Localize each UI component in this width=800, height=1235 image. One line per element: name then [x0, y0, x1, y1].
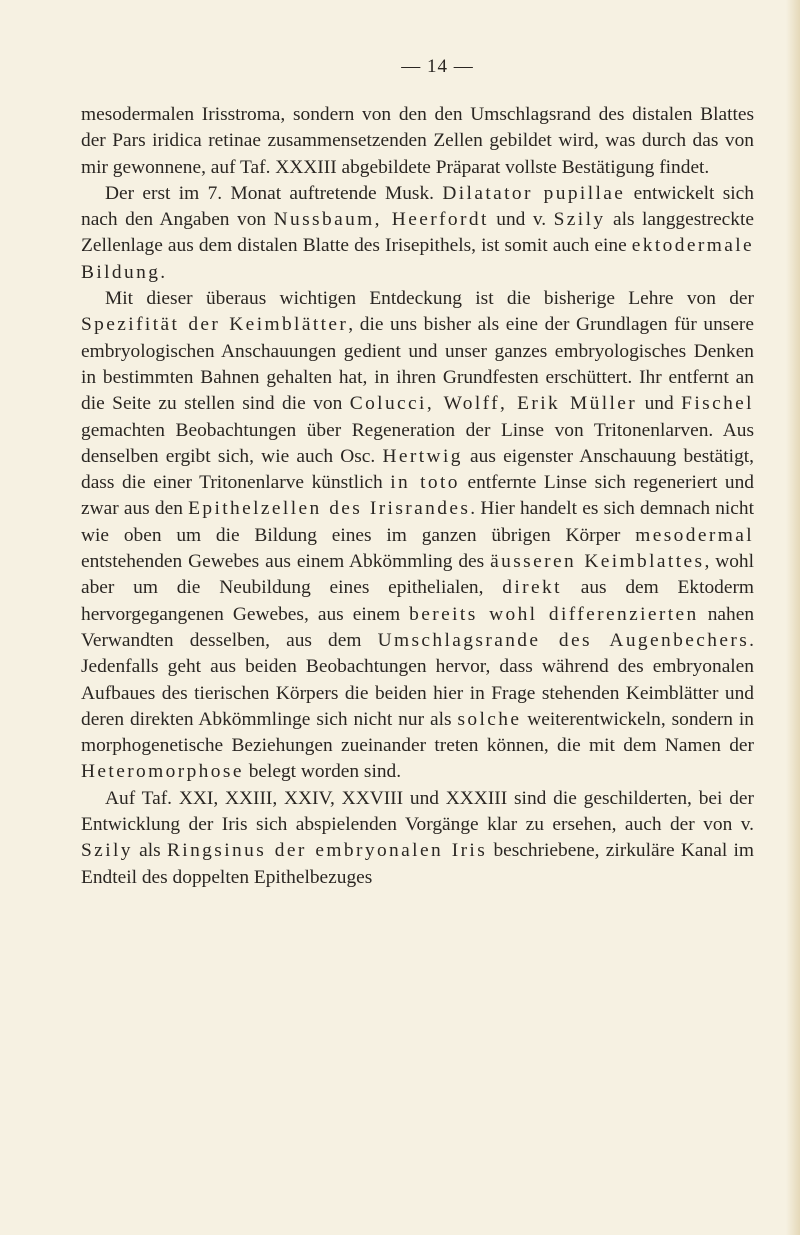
- spaced-emphasis-text: Heteromorphose: [81, 761, 244, 783]
- spaced-emphasis-text: Spezifität der Keimblätter: [81, 314, 349, 336]
- text-segment: Mit dieser überaus wichtigen Entdeckung ist die bisherige Lehre von der: [105, 288, 754, 310]
- text-segment: entstehenden Gewebes aus einem Abkömmling des: [81, 551, 491, 573]
- spaced-emphasis-text: Colucci, Wolff, Erik Müller: [349, 393, 638, 415]
- spaced-emphasis-text: Ringsinus der embryonalen Iris: [166, 840, 488, 862]
- paragraph: [81, 102, 754, 181]
- spaced-emphasis-text: Szily: [553, 209, 606, 231]
- spaced-emphasis-text: Umschlagsrande des Augenbechers: [377, 629, 750, 651]
- spaced-emphasis-text: Nussbaum, Heerfordt: [273, 209, 489, 231]
- text-segment: nahen Verwandten desselben, aus dem: [81, 603, 755, 651]
- text-segment: und: [637, 393, 682, 415]
- spaced-emphasis-text: äusseren Keimblattes: [490, 551, 705, 573]
- paragraph: [81, 786, 754, 891]
- page-edge-shadow: [786, 0, 800, 1235]
- text-segment: mesodermalen Irisstroma, sondern von den den Umschlagsrand des distalen Blattes der Pars iridica retinae zusammensetzenden Zellen gebildet wird, was durch das von mir gewonnene, auf Taf. XXXIII abgebildete Präparat vollste Bestätigung findet.: [81, 104, 754, 178]
- spaced-emphasis-text: Hertwig: [382, 445, 463, 467]
- text-segment: entfernte Linse sich regeneriert und zwar aus den: [81, 472, 754, 520]
- text-segment: weiterentwickeln, sondern in morphogenetische Beziehungen zueinander treten können, die mit dem Namen der: [81, 708, 754, 757]
- spaced-emphasis-text: bereits wohl differenzierten: [409, 603, 699, 625]
- text-segment: gemachten Beobachtungen über Regeneration der Linse von Tritonenlarven. Aus denselben ergibt sich, wie auch Osc.: [81, 419, 754, 467]
- text-segment: beschriebene, zirkuläre Kanal im Endteil des doppelten Epithelbezuges: [81, 840, 754, 888]
- spaced-emphasis-text: Dilatator pupillae: [442, 182, 626, 204]
- text-segment: als langgestreckte Zellenlage aus dem distalen Blatte des Irisepithels, ist somit auch eine: [81, 209, 754, 257]
- spaced-emphasis-text: direkt: [502, 577, 562, 599]
- text-segment: als: [132, 840, 167, 862]
- spaced-emphasis-text: ektodermale Bildung: [81, 235, 754, 283]
- body-text: [81, 102, 754, 891]
- spaced-emphasis-text: Fischel: [681, 393, 754, 415]
- text-segment: aus eigenster Anschauung bestätigt, dass die einer Tritonenlarve künstlich: [81, 445, 754, 494]
- spaced-emphasis-text: in toto: [390, 472, 460, 494]
- text-segment: entwickelt sich nach den Angaben von: [81, 182, 754, 231]
- text-segment: Der erst im 7. Monat auftretende Musk.: [105, 182, 443, 204]
- spaced-emphasis-text: mesodermal: [635, 524, 754, 546]
- page-number: — 14 —: [401, 56, 474, 77]
- text-segment: belegt worden sind.: [243, 761, 402, 783]
- text-segment: . Jedenfalls geht aus beiden Beobachtungen hervor, dass während des embryonalen Aufbaues des tierischen Körpers die beiden hier in Frage stehenden Keimblätter und deren direkten Abkömmlinge sich nicht nur als: [81, 629, 755, 730]
- spaced-emphasis-text: Epithelzellen des Irisrandes: [188, 498, 471, 520]
- text-segment: aus dem Ektoderm hervorgegangenen Gewebes, aus einem: [81, 577, 754, 625]
- spaced-emphasis-text: solche: [457, 708, 522, 730]
- paragraph: [81, 181, 754, 286]
- text-segment: Auf Taf. XXI, XXIII, XXIV, XXVIII und XXXIII sind die geschilderten, bei der Entwicklung der Iris sich abspielenden Vorgänge klar zu ersehen, auch der von v.: [81, 787, 754, 836]
- text-segment: .: [160, 261, 166, 283]
- text-segment: , wohl aber um die Neubildung eines epithelialen,: [81, 551, 754, 599]
- paragraph: [81, 286, 754, 786]
- text-segment: . Hier handelt es sich demnach nicht wie oben um die Bildung eines im ganzen übrigen Körper: [81, 498, 754, 546]
- text-segment: , die uns bisher als eine der Grundlagen für unsere embryologischen Anschauungen gedient und unser ganzes embryologisches Denken in bestimmten Bahnen gehalten hat, in ihren Grundfesten erschüttert. Ihr entfernt an die Seite zu stellen sind die von: [81, 314, 754, 415]
- spaced-emphasis-text: Szily: [81, 840, 133, 862]
- text-segment: und v.: [488, 209, 554, 231]
